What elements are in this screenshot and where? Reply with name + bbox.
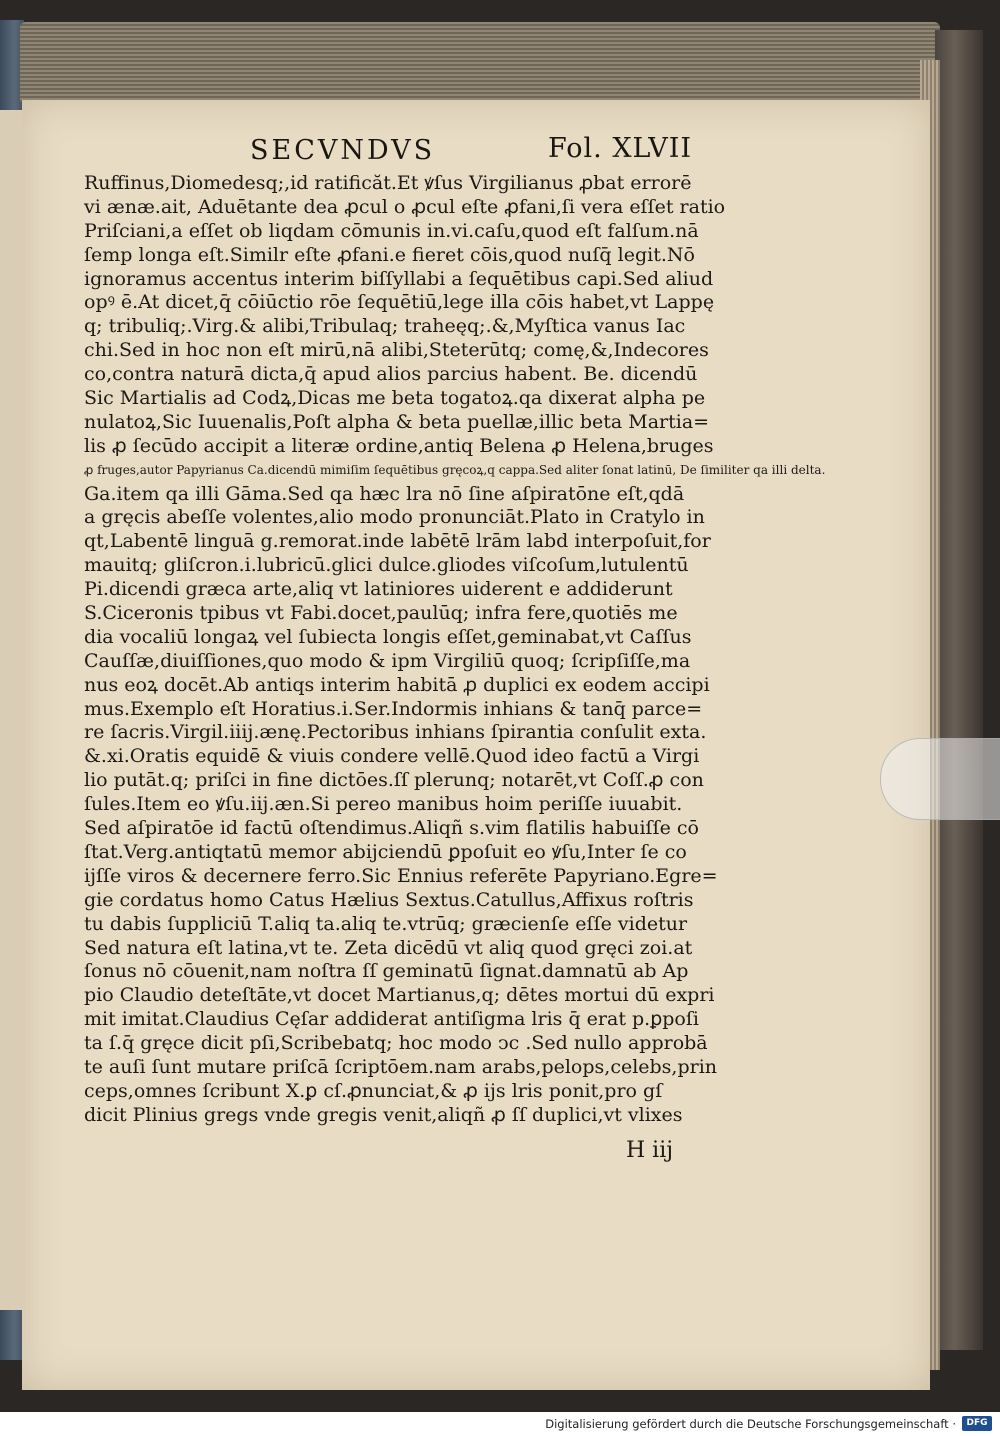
text-line: ſules.Item eo ꝟſu.iij.æn.Si pereo manibus hoim periſſe iuuabit. xyxy=(84,793,683,816)
text-line: lio putāt.q; priſci in fine dictōes.ſſ plerunq; notarēt,vt Coſſ.ꝓ con xyxy=(84,769,704,792)
text-line: mauitq; gliſcron.i.lubricū.glici dulce.gliodes viſcoſum,lutulentū xyxy=(84,554,689,577)
text-line: ſonus nō cōuenit,nam noſtra ſſ geminatū ſignat.damnatū ab Ap xyxy=(84,960,689,983)
text-line: ſemp longa eſt.Similr eſte ꝓfani.e fieret cōis,quod nuſq̄ legit.Nō xyxy=(84,243,695,266)
text-line: Cauſſæ,diuiſſiones,quo modo & ipm Virgiliū quoq; ſcripſiſſe,ma xyxy=(84,649,691,672)
text-line: Sic Martialis ad Codꝝ,Dicas me beta togatoꝝ.qa dixerat alpha pe xyxy=(84,387,706,410)
dfg-logo: DFG xyxy=(962,1416,992,1431)
text-line: gie cordatus homo Catus Hælius Sextus.Catullus,Affixus roſtris xyxy=(84,888,694,911)
text-line: Pi.dicendi græca arte,aliq vt latiniores uiderent e addiderunt xyxy=(84,578,673,601)
text-line: dicit Plinius gregs vnde gregis venit,aliqñ ꝓ ſſ duplici,vt vlixes xyxy=(84,1103,683,1126)
text-line: q; tribuliq;.Virg.& alibi,Tribulaq; traheęq;.&,Myſtica vanus Iac xyxy=(84,315,686,338)
text-line: pio Claudio deteſtāte,vt docet Martianus,q; dētes mortui dū expri xyxy=(84,984,715,1007)
text-line: nus eoꝝ docēt.Ab antiqs interim habitā ꝓ duplici ex eodem accipi xyxy=(84,673,710,696)
text-line: ijſſe viros & decernere ferro.Sic Ennius referēte Papyriano.Egre= xyxy=(84,864,718,887)
text-line: Priſciani,a eſſet ob liqdam cōmunis in.vi.caſu,quod eſt falſum.nā xyxy=(84,219,699,242)
text-line: ta ſ.q̄ gręce dicit pſi,Scribebatq; hoc modo ͻc .Sed nullo approbā xyxy=(84,1032,708,1055)
text-line: re ſacris.Virgil.iiij.ænę.Pectoribus inhians ſpirantia conſulit exta. xyxy=(84,721,707,744)
text-line: chi.Sed in hoc non eſt mirū,nā alibi,Steterūtq; comę,&,Indecores xyxy=(84,339,709,362)
page-edges-top xyxy=(20,22,940,102)
text-line: Ga.item qa illi Gāma.Sed qa hæc lra nō ſine aſpiratōne eſt,qdā xyxy=(84,482,685,505)
text-line: vi ænæ.ait, Aduētante dea ꝓcul o ꝓcul eſte ꝓfani,ſi vera eſſet ratio xyxy=(84,195,726,218)
text-line: ignoramus accentus interim biſſyllabi a ſequētibus capi.Sed aliud xyxy=(84,267,714,290)
text-line: ſtat.Verg.antiqtatū memor abijciendū ꝑpoſuit eo ꝟſu,Inter ſe co xyxy=(84,840,687,863)
text-line: Ruffinus,Diomedesq;,id ratificăt.Et ꝟſus Virgilianus ꝓbat errorē xyxy=(84,172,692,194)
text-line: dia vocaliū longaꝝ vel ſubiecta longis eſſet,geminabat,vt Caſſus xyxy=(84,625,692,648)
folio-number: Fol. XLVII xyxy=(548,133,693,164)
book-cover-right xyxy=(935,30,983,1350)
text-line: qt,Labentē linguā g.remorat.inde labētē lrām labd interpoſuit,for xyxy=(84,530,711,553)
text-line: nulatoꝝ,Sic Iuuenalis,Poſt alpha & beta puellæ,illic beta Martia= xyxy=(84,410,710,433)
previous-page-edge xyxy=(0,110,23,1310)
footer-bar xyxy=(0,1412,1000,1436)
text-line: Sed natura eſt latina,vt te. Zeta dicēdū vt aliq quod gręci zoi.at xyxy=(84,936,693,959)
running-head: SECVNDVS xyxy=(250,135,436,166)
text-line: S.Ciceronis tpibus vt Fabi.docet,paulūq; infra fere,quotiēs me xyxy=(84,602,678,625)
funding-credit: Digitalisierung gefördert durch die Deutsche Forschungsgemeinschaft · xyxy=(545,1417,956,1431)
page-text-block xyxy=(84,172,826,1128)
text-line: ceps,omnes ſcribunt X.ꝑ cſ.ꝓnunciat,& ꝓ ijs lris ponit,pro gſ xyxy=(84,1079,663,1102)
text-line: opꝰ ē.At dicet,q̄ cōiūctio rōe ſequētiū,lege illa cōis habet,vt Lappę xyxy=(84,291,715,314)
signature-mark: H iij xyxy=(626,1138,674,1163)
text-line: mit imitat.Claudius Cęſar addiderat antiſigma lris q̄ erat p.ꝑpoſi xyxy=(84,1008,699,1031)
text-line: tu dabis ſuppliciū T.aliq ta.aliq te.vtrūq; græcienſe eſſe videtur xyxy=(84,912,688,935)
text-line: te auſi ſunt mutare priſcā ſcriptōem.nam arabs,pelops,celebs,prin xyxy=(84,1055,718,1078)
text-line: &.xi.Oratis equidē & viuis condere vellē.Quod ideo factū a Virgi xyxy=(84,745,700,768)
text-line: a gręcis abeſſe volentes,alio modo pronunciāt.Plato in Cratylo in xyxy=(84,506,705,529)
transparent-page-clip xyxy=(880,738,1000,820)
text-line: co,contra naturā dicta,q̄ apud alios parcius habent. Be. dicendū xyxy=(84,363,698,386)
text-line: lis ꝓ ſecūdo accipit a literæ ordine,antiq Belena ꝓ Helena,bruges xyxy=(84,434,714,457)
text-line: mus.Exemplo eſt Horatius.i.Ser.Indormis inhians & tanq̄ parce= xyxy=(84,697,703,720)
text-line: Sed aſpiratōe id factū oſtendimus.Aliqñ s.vim flatilis habuiſſe cō xyxy=(84,817,699,840)
text-line: ꝓ fruges,autor Papyrianus Ca.dicendū mimiſim ſequētibus gręcoꝝ,q cappa.Sed aliter ſonat latinū, De ſimiliter qa illi delta. xyxy=(84,462,826,477)
